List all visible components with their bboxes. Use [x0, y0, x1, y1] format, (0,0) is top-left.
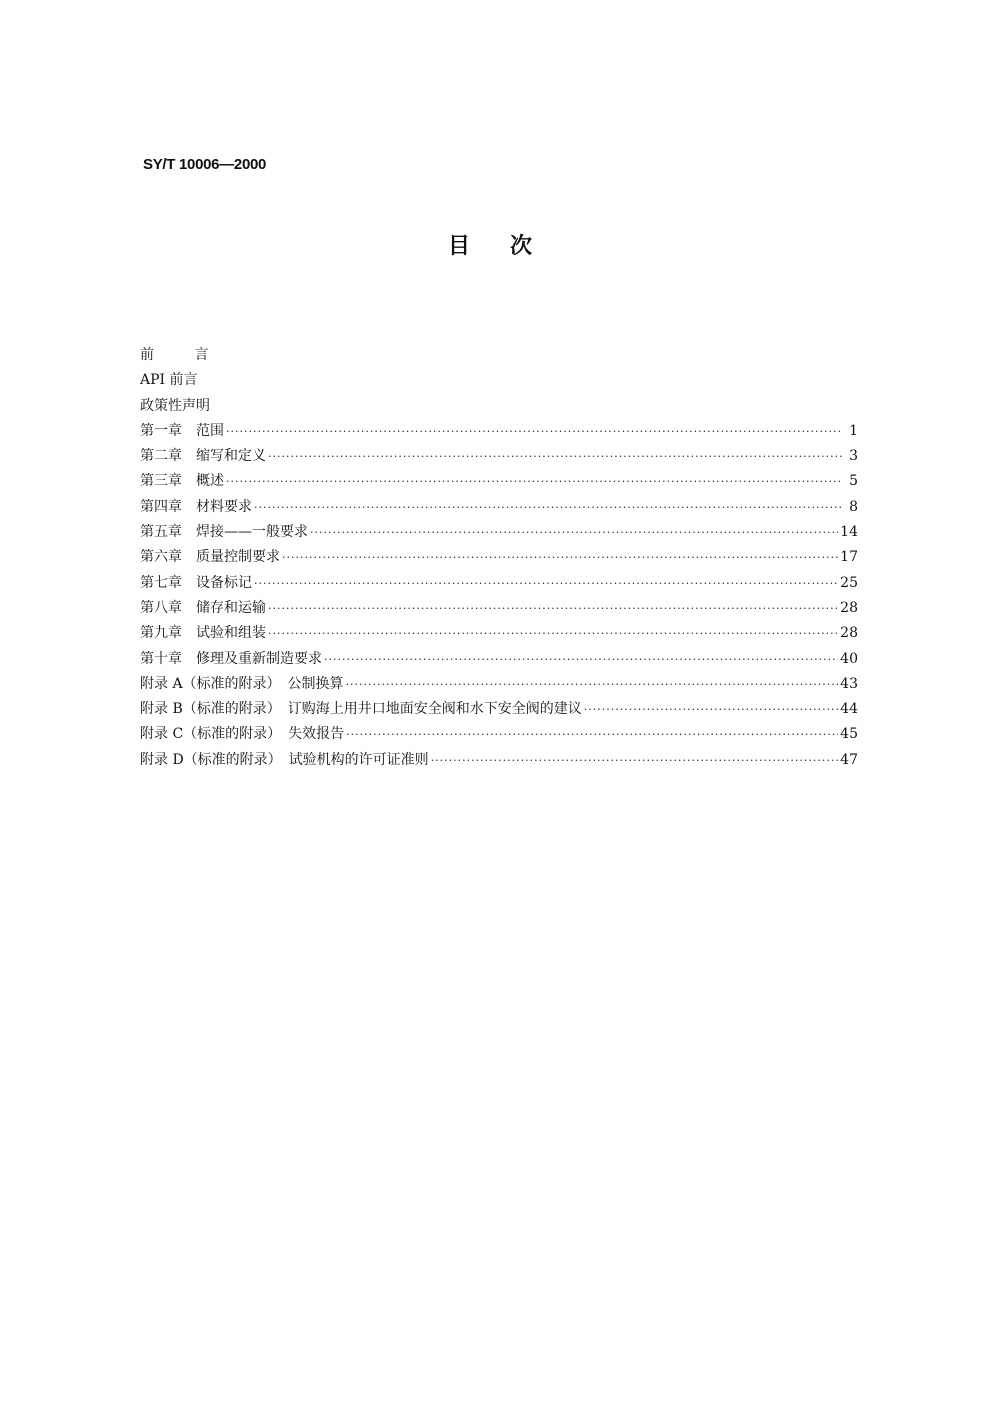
toc-page-number: 28	[840, 599, 858, 616]
toc-dot-leader	[254, 495, 842, 520]
toc-page-number: 40	[840, 650, 858, 667]
toc-page-number: 45	[840, 726, 858, 743]
toc-entry-label: 附录 A（标准的附录） 公制换算	[140, 675, 344, 692]
toc-entry-chapter-5	[140, 520, 858, 545]
toc-dot-leader	[431, 748, 838, 773]
toc-entry-appendix-b	[140, 697, 858, 722]
toc-page-number: 14	[840, 524, 858, 541]
toc-page-number: 44	[840, 701, 858, 718]
toc-entry-label: 第一章 范围	[140, 422, 224, 439]
toc-entry-appendix-a	[140, 672, 858, 697]
toc-page-number: 47	[840, 751, 858, 768]
toc-entry-chapter-10	[140, 647, 858, 672]
toc-entry-chapter-1	[140, 419, 858, 444]
toc-dot-leader	[226, 469, 842, 494]
toc-entry-label: 第十章 修理及重新制造要求	[140, 650, 322, 667]
toc-page-number: 17	[840, 549, 858, 566]
toc-dot-leader	[584, 697, 838, 722]
toc-dot-leader	[346, 672, 839, 697]
toc-dot-leader	[324, 647, 838, 672]
toc-entry-label: 附录 C（标准的附录） 失效报告	[140, 726, 345, 743]
toc-entry-chapter-6	[140, 545, 858, 570]
toc-dot-leader	[268, 596, 838, 621]
toc-entry-chapter-2	[140, 444, 858, 469]
toc-entry-label: API 前言	[140, 372, 198, 389]
toc-dot-leader	[268, 621, 838, 646]
toc-dot-leader	[226, 419, 842, 444]
toc-entry-label: 第二章 缩写和定义	[140, 448, 266, 465]
toc-dot-leader	[254, 571, 838, 596]
toc-entry-label: 政策性声明	[140, 397, 210, 414]
toc-entry-label: 前 言	[140, 347, 227, 363]
toc-entry-label: 第八章 储存和运输	[140, 599, 266, 616]
toc-page-number: 5	[849, 473, 858, 490]
toc-dot-leader	[310, 520, 838, 545]
toc-page-number: 1	[849, 422, 858, 439]
toc-entry-appendix-d	[140, 748, 858, 773]
toc-entry-label: 附录 B（标准的附录） 订购海上用井口地面安全阀和水下安全阀的建议	[140, 701, 582, 718]
document-code: SY/T 10006—2000	[143, 156, 267, 173]
page-title: 目次	[448, 234, 573, 259]
toc-page-number: 43	[840, 675, 858, 692]
toc-entry-chapter-8	[140, 596, 858, 621]
toc-page-number: 28	[840, 625, 858, 642]
toc-entry-label: 第九章 试验和组装	[140, 625, 266, 642]
toc-entry-label: 第六章 质量控制要求	[140, 549, 280, 566]
toc-entry-label: 第七章 设备标记	[140, 574, 252, 591]
toc-entry-chapter-3	[140, 469, 858, 494]
toc-entry-label: 附录 D（标准的附录） 试验机构的许可证准则	[140, 751, 429, 768]
toc-page-number: 3	[849, 448, 858, 465]
toc-entry-preface	[140, 343, 858, 368]
toc-dot-leader	[282, 545, 838, 570]
toc-entry-chapter-4	[140, 495, 858, 520]
toc-entry-appendix-c	[140, 722, 858, 747]
toc-entry-chapter-7	[140, 571, 858, 596]
table-of-contents	[140, 343, 858, 773]
toc-page-number: 8	[849, 498, 858, 515]
toc-page-number: 25	[840, 574, 858, 591]
toc-entry-label: 第五章 焊接——一般要求	[140, 524, 308, 541]
toc-dot-leader	[346, 722, 838, 747]
toc-dot-leader	[268, 444, 842, 469]
toc-entry-label: 第四章 材料要求	[140, 498, 252, 515]
toc-entry-label: 第三章 概述	[140, 473, 224, 490]
toc-entry-chapter-9	[140, 621, 858, 646]
toc-entry-policy-statement	[140, 394, 858, 419]
toc-entry-api-preface	[140, 368, 858, 393]
